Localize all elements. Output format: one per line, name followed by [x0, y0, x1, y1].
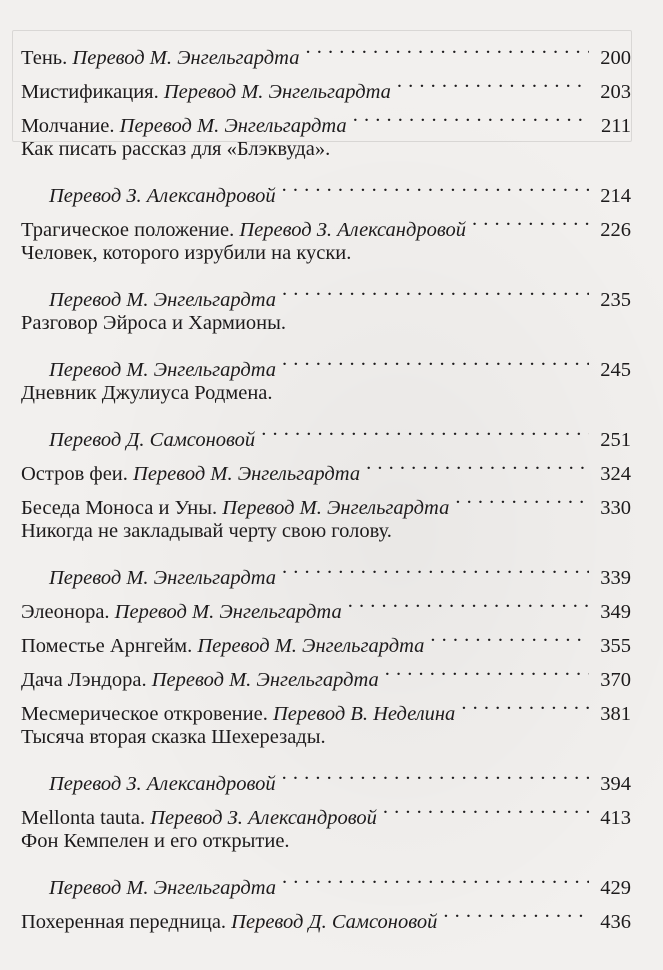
dot-leader: [455, 480, 589, 514]
dot-leader: [282, 168, 589, 202]
entry-title: Разговор Эйроса и Хармионы.: [21, 312, 286, 334]
dot-leader: [348, 584, 589, 618]
entry-title: Фон Кемпелен и его открытие.: [21, 830, 290, 852]
dot-leader: [383, 790, 589, 824]
entry-title: Никогда не закладывай черту свою голову.: [21, 520, 392, 542]
toc-entry: [21, 824, 631, 899]
toc-entry: [21, 236, 631, 311]
entry-translator: Перевод М. Энгельгардта: [114, 601, 342, 623]
entry-translator: Перевод Д. Самсоновой: [49, 429, 256, 451]
dot-leader: [461, 686, 589, 720]
entry-title: Поместье Арнгейм.: [21, 635, 193, 657]
entry-title: Mellonta tauta.: [21, 807, 146, 829]
toc-entry: [21, 30, 631, 69]
entry-page-number: 211: [601, 115, 631, 137]
toc-entry: [21, 514, 631, 589]
entry-translator: Перевод М. Энгельгардта: [49, 289, 277, 311]
toc-entry: [21, 652, 631, 691]
toc-entry: [21, 618, 631, 657]
entry-page-number: 226: [600, 219, 631, 241]
entry-title: Дача Лэндора.: [21, 669, 147, 691]
dot-leader: [305, 30, 589, 64]
toc-entry: [21, 306, 631, 381]
dot-leader: [282, 342, 589, 376]
dot-leader: [261, 412, 589, 446]
toc-entry: [21, 376, 631, 451]
entry-translator: Перевод М. Энгельгардта: [151, 669, 379, 691]
toc-entry: [21, 98, 631, 137]
entry-title: Мистификация.: [21, 81, 159, 103]
toc-entry: [21, 584, 631, 623]
entry-translator: Перевод М. Энгельгардта: [119, 115, 347, 137]
entry-page-number: 381: [600, 703, 631, 725]
toc-entry: [21, 790, 631, 829]
dot-leader: [282, 272, 589, 306]
entry-title: Элеонора.: [21, 601, 110, 623]
entry-page-number: 251: [600, 429, 631, 451]
entry-translator: Перевод З. Александровой: [49, 773, 276, 795]
entry-page-number: 245: [600, 359, 631, 381]
entry-translator: Перевод М. Энгельгардта: [49, 567, 277, 589]
entry-translator: Перевод М. Энгельгардта: [197, 635, 425, 657]
entry-translator: Перевод М. Энгельгардта: [72, 47, 300, 69]
dot-leader: [385, 652, 589, 686]
entry-page-number: 429: [600, 877, 631, 899]
toc-entry: [21, 202, 631, 241]
entry-title: Остров феи.: [21, 463, 128, 485]
entry-translator: Перевод З. Александровой: [49, 185, 276, 207]
toc-entry: [21, 894, 631, 933]
dot-leader: [282, 756, 589, 790]
entry-page-number: 370: [600, 669, 631, 691]
entry-page-number: 214: [600, 185, 631, 207]
entry-page-number: 436: [600, 911, 631, 933]
table-of-contents: [21, 30, 631, 933]
toc-entry: [21, 720, 631, 795]
entry-page-number: 235: [600, 289, 631, 311]
entry-page-number: 339: [600, 567, 631, 589]
entry-translator: Перевод Д. Самсоновой: [231, 911, 438, 933]
toc-entry: [21, 132, 631, 207]
dot-leader: [472, 202, 589, 236]
entry-translator: Перевод З. Александровой: [150, 807, 377, 829]
dot-leader: [366, 446, 589, 480]
entry-title: Дневник Джулиуса Родмена.: [21, 382, 273, 404]
toc-entry: [21, 446, 631, 485]
entry-page-number: 330: [600, 497, 631, 519]
dot-leader: [282, 550, 589, 584]
entry-title: Тысяча вторая сказка Шехерезады.: [21, 726, 326, 748]
entry-translator: Перевод З. Александровой: [239, 219, 466, 241]
dot-leader: [353, 98, 589, 132]
dot-leader: [443, 894, 589, 928]
entry-title: Похеренная передница.: [21, 911, 227, 933]
entry-title: Молчание.: [21, 115, 115, 137]
entry-translator: Перевод М. Энгельгардта: [49, 359, 277, 381]
dot-leader: [430, 618, 589, 652]
dot-leader: [282, 860, 589, 894]
entry-page-number: 355: [600, 635, 631, 657]
entry-page-number: 413: [600, 807, 631, 829]
entry-page-number: 394: [600, 773, 631, 795]
entry-page-number: 349: [600, 601, 631, 623]
entry-translator: Перевод М. Энгельгардта: [222, 497, 450, 519]
entry-title: Человек, которого изрубили на куски.: [21, 242, 352, 264]
toc-entry: [21, 686, 631, 725]
entry-translator: Перевод М. Энгельгардта: [133, 463, 361, 485]
toc-entry: [21, 64, 631, 103]
dot-leader: [397, 64, 589, 98]
entry-page-number: 324: [600, 463, 631, 485]
toc-entry: [21, 480, 631, 519]
entry-page-number: 203: [600, 81, 631, 103]
entry-translator: Перевод М. Энгельгардта: [163, 81, 391, 103]
entry-page-number: 200: [600, 47, 631, 69]
entry-title: Беседа Моноса и Уны.: [21, 497, 218, 519]
entry-translator: Перевод М. Энгельгардта: [49, 877, 277, 899]
entry-translator: Перевод В. Неделина: [272, 703, 456, 725]
entry-title: Как писать рассказ для «Блэквуда».: [21, 138, 331, 160]
entry-title: Трагическое положение.: [21, 219, 235, 241]
entry-title: Месмерическое откровение.: [21, 703, 268, 725]
entry-title: Тень.: [21, 47, 68, 69]
